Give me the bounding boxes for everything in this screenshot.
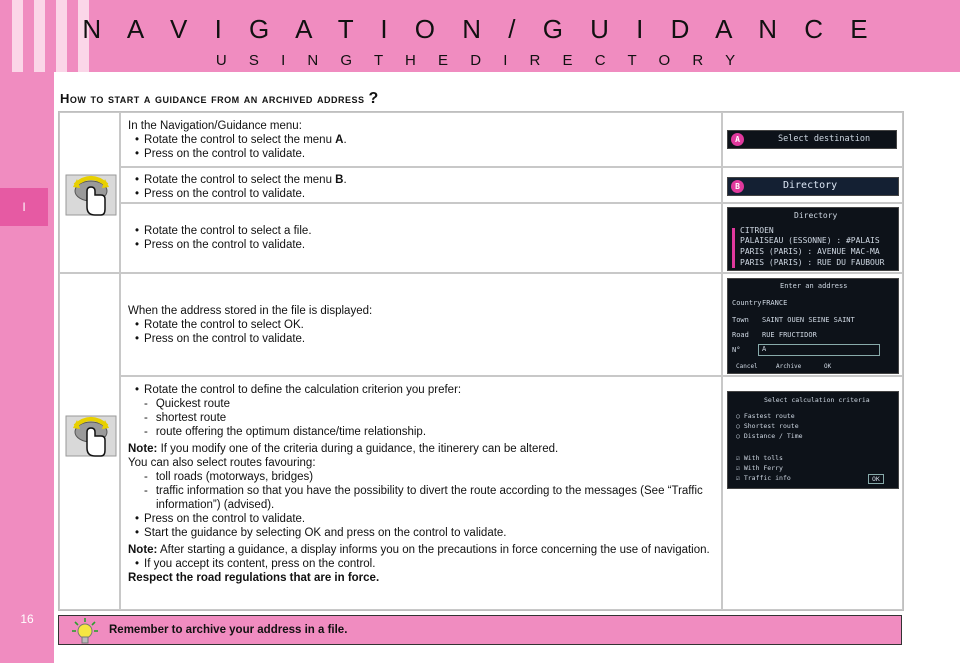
tip-bar bbox=[58, 615, 902, 645]
town-field[interactable]: SAINT OUEN SEINE SAINT bbox=[762, 316, 855, 324]
archive-button[interactable]: Archive bbox=[776, 363, 802, 370]
option-fastest[interactable]: ○ Fastest route bbox=[736, 412, 795, 420]
file-item[interactable]: CITROEN bbox=[740, 226, 774, 235]
page-title: N A V I G A T I O N / G U I D A N C E bbox=[82, 14, 878, 44]
step-5-screen-cell bbox=[722, 376, 903, 610]
header-banner bbox=[0, 0, 960, 72]
step-2-text: • Rotate the control to select the menu B. • Press on the control to validate. bbox=[120, 167, 722, 203]
icon-cell-2 bbox=[59, 273, 120, 610]
step-4-screen-cell bbox=[722, 273, 903, 376]
screen-enter-address: Enter an address Country Town Road N° FRANCE SAINT OUEN SEINE SAINT RUE FRUCTIDOR A Cancel Archive OK bbox=[727, 278, 899, 374]
rotary-control-icon bbox=[65, 169, 117, 217]
file-item[interactable]: PARIS (PARIS) : RUE DU FAUBOUR bbox=[740, 258, 885, 267]
option-distance-time[interactable]: ○ Distance / Time bbox=[736, 432, 803, 440]
page-subtitle: U S I N G T H E D I R E C T O R Y bbox=[215, 52, 745, 69]
option-shortest[interactable]: ○ Shortest route bbox=[736, 422, 799, 430]
cancel-button[interactable]: Cancel bbox=[736, 363, 758, 370]
file-item[interactable]: PARIS (PARIS) : AVENUE MAC-MA bbox=[740, 247, 880, 256]
check-traffic[interactable]: ☑ Traffic info bbox=[736, 474, 791, 482]
section-heading bbox=[60, 90, 379, 108]
step-3-text: • Rotate the control to select a file. • Press on the control to validate. bbox=[120, 203, 722, 273]
rotary-control-icon bbox=[65, 410, 117, 458]
step-2-screen-cell bbox=[722, 167, 903, 203]
heading-question-mark: ? bbox=[368, 90, 379, 107]
road-field[interactable]: RUE FRUCTIDOR bbox=[762, 331, 817, 339]
step-3-screen-cell bbox=[722, 203, 903, 273]
step-1-text: In the Navigation/Guidance menu: • Rotate the control to select the menu A. • Press on the control to validate. bbox=[120, 112, 722, 167]
step-1-screen-cell bbox=[722, 112, 903, 167]
heading-text: How to start a guidance from an archived address bbox=[60, 91, 365, 106]
callout-badge-b: B bbox=[731, 180, 744, 193]
screen-calculation-criteria: Select calculation criteria ○ Fastest route ○ Shortest route ○ Distance / Time ☑ With tolls ☑ With Ferry ☑ Traffic info OK bbox=[727, 391, 899, 489]
number-field[interactable]: A bbox=[762, 345, 767, 353]
check-ferry[interactable]: ☑ With Ferry bbox=[736, 464, 783, 472]
instruction-table bbox=[58, 111, 904, 611]
check-tolls[interactable]: ☑ With tolls bbox=[736, 454, 783, 462]
sidebar bbox=[0, 72, 54, 663]
callout-badge-a: A bbox=[731, 133, 744, 146]
tip-text: Remember to archive your address in a file. bbox=[109, 624, 348, 636]
screen-directory-menu: B Directory bbox=[727, 177, 899, 196]
step-4-text: When the address stored in the file is displayed: • Rotate the control to select OK. • Press on the control to validate. bbox=[120, 273, 722, 376]
screen-directory-list: Directory CITROEN PALAISEAU (ESSONNE) : #PALAIS PARIS (PARIS) : AVENUE MAC-MA PARIS (PARIS) : RUE DU FAUBOUR bbox=[727, 207, 899, 271]
ok-button[interactable]: OK bbox=[824, 363, 832, 370]
section-tab: I bbox=[0, 188, 48, 226]
page-number: 16 bbox=[20, 612, 34, 626]
ok-button[interactable]: OK bbox=[868, 474, 884, 484]
screen-select-destination: A Select destination bbox=[727, 130, 897, 149]
step-5-text: • Rotate the control to define the calculation criterion you prefer: - Quickest route - shortest route - route offering the optimum distance/time relationship. Note: If you modify one of the criteria during a guidance, the itinerery can be altered. You can also select routes favouring: - toll roads (motorways, bridges) - traffic information so that you have the possibility to divert the route according to the messages (See “Traffic information”) (advised). • Press on the control to validate. • Start the guidance by selecting OK and press on the control to validate. Note: After starting a guidance, a display informs you on the precautions in force concerning the use of navigation. • If you accept its content, press on the control. Respect the road regulations that are in force. bbox=[120, 376, 722, 610]
file-item[interactable]: PALAISEAU (ESSONNE) : #PALAIS bbox=[740, 236, 880, 245]
country-field[interactable]: FRANCE bbox=[762, 299, 788, 307]
icon-cell-1 bbox=[59, 112, 120, 273]
lightbulb-icon bbox=[71, 617, 99, 645]
